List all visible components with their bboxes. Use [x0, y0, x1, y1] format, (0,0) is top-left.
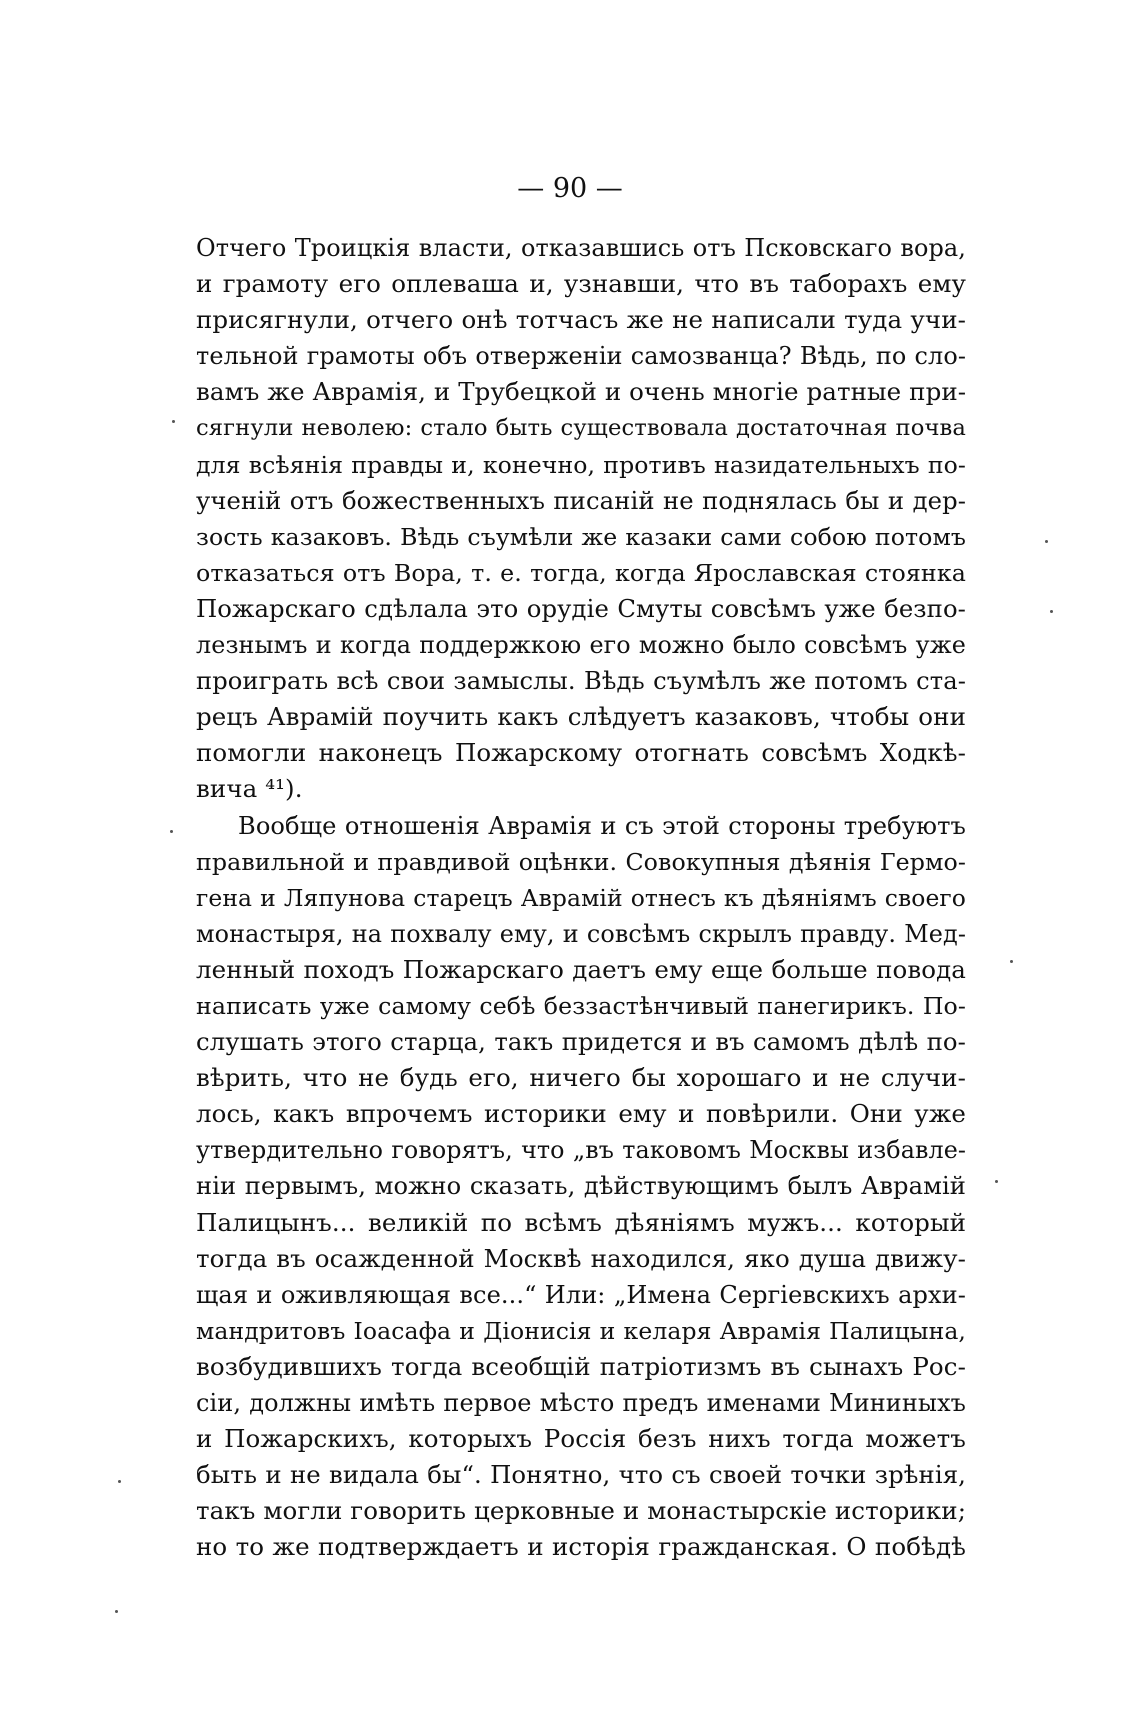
- scan-speck: [995, 1180, 998, 1183]
- text-line: но то же подтверждаетъ и исторія гражданская. О побѣдѣ: [196, 1532, 966, 1562]
- scan-speck: [1010, 960, 1013, 963]
- text-line: Пожарскаго сдѣлала это орудіе Смуты совсѣмъ уже безпо-: [196, 593, 966, 623]
- text-line-with-footnote-ref: вича ⁴¹).: [196, 774, 303, 804]
- text-line: написать уже самому себѣ беззастѣнчивый панегирикъ. По-: [196, 991, 966, 1020]
- text-line: ніи первымъ, можно сказать, дѣйствующимъ былъ Аврамій: [196, 1172, 966, 1201]
- text-line: возбудившихъ тогда всеобщій патріотизмъ въ сынахъ Рос-: [196, 1351, 966, 1381]
- text-line: зость казаковъ. Вѣдь съумѣли же казаки сами собою потомъ: [196, 522, 966, 551]
- text-line: лезнымъ и когда поддержкою его можно было совсѣмъ уже: [196, 631, 966, 660]
- text-line: Отчего Троицкія власти, отказавшись отъ Псковскаго вора,: [196, 234, 966, 262]
- text-line: мандритовъ Іоасафа и Діонисія и келаря Аврамія Палицына,: [196, 1316, 966, 1345]
- scan-speck: [172, 420, 175, 423]
- text-line: гена и Ляпунова старецъ Аврамій отнесъ къ дѣяніямъ своего: [196, 883, 966, 912]
- paragraph-2: [196, 808, 966, 1566]
- scan-speck: [1050, 610, 1053, 613]
- text-line: Палицынъ... великій по всѣмъ дѣяніямъ мужъ... который: [196, 1207, 966, 1237]
- body-text: [196, 230, 966, 1565]
- text-line: тельной грамоты объ отверженіи самозванца? Вѣдь, по сло-: [196, 342, 966, 371]
- text-line: сіи, должны имѣть первое мѣсто предъ именами Мининыхъ: [196, 1389, 966, 1417]
- scan-speck: [170, 830, 173, 833]
- paragraph-1: [196, 230, 966, 808]
- text-line: тогда въ осажденной Москвѣ находился, яко душа движу-: [196, 1243, 966, 1273]
- text-line: ленный походъ Пожарскаго даетъ ему еще больше повода: [196, 954, 966, 984]
- text-line: монастыря, на похвалу ему, и совсѣмъ скрылъ правду. Мед-: [196, 919, 966, 948]
- text-line: правильной и правдивой оцѣнки. Совокупныя дѣянія Гермо-: [196, 847, 966, 876]
- text-line: вѣрить, что не будь его, ничего бы хорошаго и не случи-: [196, 1063, 966, 1093]
- text-line: и Пожарскихъ, которыхъ Россія безъ нихъ тогда можетъ: [196, 1424, 966, 1454]
- text-line: помогли наконецъ Пожарскому отогнать совсѣмъ Ходкѣ-: [196, 738, 966, 768]
- text-line: быть и не видала бы“. Понятно, что съ своей точки зрѣнія,: [196, 1460, 966, 1490]
- text-line: вамъ же Аврамія, и Трубецкой и очень многіе ратные при-: [196, 377, 967, 407]
- text-line: присягнули, отчего онѣ тотчасъ же не написали туда учи-: [196, 305, 966, 335]
- page-number: — 90 —: [517, 173, 623, 204]
- text-line: сягнули неволею: стало быть существовала достаточная почва: [196, 415, 966, 442]
- scan-speck: [115, 1610, 118, 1613]
- text-line: щая и оживляющая все...“ Или: „Имена Сергіевскихъ архи-: [196, 1280, 966, 1309]
- text-line: отказаться отъ Вора, т. е. тогда, когда Ярославская стоянка: [196, 558, 966, 587]
- scan-speck: [1045, 540, 1048, 543]
- text-line: проиграть всѣ свои замыслы. Вѣдь съумѣлъ же потомъ ста-: [196, 667, 966, 696]
- text-line: слушать этого старца, такъ придется и въ самомъ дѣлѣ по-: [196, 1027, 966, 1057]
- text-line: для всѣянія правды и, конечно, противъ назидательныхъ по-: [196, 450, 966, 479]
- text-line: такъ могли говорить церковные и монастырскіе историки;: [196, 1496, 967, 1526]
- text-line: ученій отъ божественныхъ писаній не поднялась бы и дер-: [196, 485, 966, 515]
- text-line: рецъ Аврамій поучить какъ слѣдуетъ казаковъ, чтобы они: [196, 702, 966, 732]
- text-line: лось, какъ впрочемъ историки ему и повѣрили. Они уже: [196, 1099, 966, 1129]
- text-line-indented: Вообще отношенія Аврамія и съ этой стороны требуютъ: [238, 811, 966, 840]
- text-line: и грамоту его оплеваша и, узнавши, что въ таборахъ ему: [196, 269, 966, 299]
- text-line: утвердительно говорятъ, что „въ таковомъ Москвы избавле-: [196, 1136, 966, 1165]
- scan-speck: [118, 1480, 121, 1483]
